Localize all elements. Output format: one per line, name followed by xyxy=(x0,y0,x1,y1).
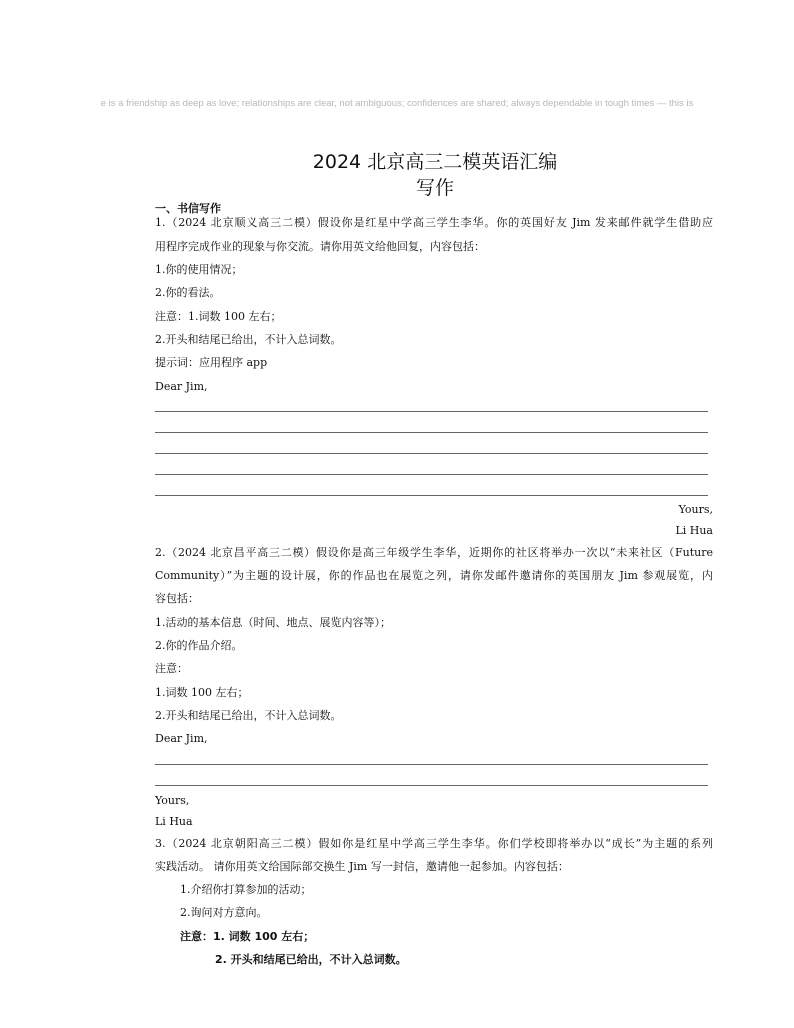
q3-prompt-line2: 实践活动。 请你用英文给国际部交换生 Jim 写一封信，邀请他一起参加。内容包括： xyxy=(155,860,569,873)
q2-point-2: 2.你的作品介绍。 xyxy=(155,639,243,652)
q2-point-1: 1.活动的基本信息（时间、地点、展览内容等）； xyxy=(155,616,391,629)
q2-note-1: 1.词数 100 左右； xyxy=(155,686,249,699)
document-title: 2024 北京高三二模英语汇编 xyxy=(312,151,558,173)
q1-note-1: 注意：1.词数 100 左右； xyxy=(155,310,282,323)
q2-note-label: 注意： xyxy=(155,662,188,675)
q3-prompt-line1: 3.（2024 北京朝阳高三二模）假如你是红星中学高三学生李华。你们学校即将举办以“成长”为主题的系列 xyxy=(155,837,713,850)
q2-greeting: Dear Jim, xyxy=(155,732,208,745)
q2-prompt-line1: 2.（2024 北京昌平高三二模）假设你是高三年级学生李华，近期你的社区将举办一次以“未来社区（Future xyxy=(155,546,713,559)
section-heading: 一、书信写作 xyxy=(155,202,221,215)
q2-closing: Yours, xyxy=(155,794,190,807)
q2-answer-line xyxy=(155,785,708,786)
q1-hint: 提示词：应用程序 app xyxy=(155,356,268,369)
q2-prompt-line2: Community）”为主题的设计展，你的作品也在展览之列，请你发邮件邀请你的英国朋友 Jim 参观展览，内 xyxy=(155,569,713,582)
q1-note-2: 2.开头和结尾已给出，不计入总词数。 xyxy=(155,333,342,346)
q2-note-2: 2.开头和结尾已给出，不计入总词数。 xyxy=(155,709,342,722)
q3-note-2: 2. 开头和结尾已给出，不计入总词数。 xyxy=(215,953,407,966)
q1-answer-line xyxy=(155,432,708,433)
document-subtitle: 写作 xyxy=(415,177,454,199)
q1-answer-line xyxy=(155,411,708,412)
q2-answer-line xyxy=(155,764,708,765)
q2-prompt-line3: 容包括： xyxy=(155,592,199,605)
q1-point-1: 1.你的使用情况； xyxy=(155,263,243,276)
q1-answer-line xyxy=(155,495,708,496)
q1-signature: Li Hua xyxy=(675,524,713,537)
q3-point-2: 2.询问对方意向。 xyxy=(180,906,268,919)
q3-note-1: 注意：1. 词数 100 左右； xyxy=(180,930,315,943)
q1-prompt-line2: 用程序完成作业的现象与你交流。请你用英文给他回复，内容包括： xyxy=(155,240,485,253)
q1-answer-line xyxy=(155,474,708,475)
q1-greeting: Dear Jim, xyxy=(155,380,208,393)
q1-closing: Yours, xyxy=(678,503,713,516)
q3-point-1: 1.介绍你打算参加的活动； xyxy=(180,883,312,896)
q1-point-2: 2.你的看法。 xyxy=(155,286,221,299)
q1-answer-line xyxy=(155,453,708,454)
q2-signature: Li Hua xyxy=(155,815,193,828)
q1-prompt-line1: 1.（2024 北京顺义高三二模）假设你是红星中学高三学生李华。你的英国好友 Jim 发来邮件就学生借助应 xyxy=(155,216,713,229)
header-banner: e is a friendship as deep as love; relationships are clear, not ambiguous; confidences are shared; always dependable in tough times — this is xyxy=(100,98,694,109)
